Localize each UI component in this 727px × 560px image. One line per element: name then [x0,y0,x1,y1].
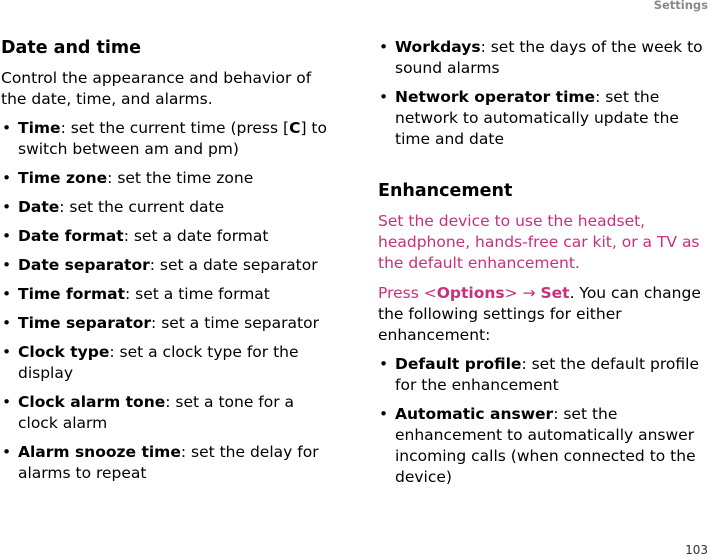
term: Clock alarm tone [18,393,166,411]
key-label: C [289,119,301,137]
term: Automatic answer [395,405,554,423]
date-time-intro: Control the appearance and behavior of the date, time, and alarms. [1,69,312,108]
date-time-settings-list-continued [378,37,708,150]
list-item-time-separator [1,313,331,334]
description: : set a date separator [149,256,318,274]
bullet: • [2,443,12,461]
description: : set a clock type for the display [18,343,299,382]
description: : set the delay for alarms to repeat [18,443,319,482]
date-time-settings-list [1,118,331,484]
list-item-clock-type [1,342,331,384]
bullet: • [2,198,12,216]
bullet: • [379,405,389,423]
enhancement-instruction [378,283,708,346]
description: : set the days of the week to sound alarms [395,38,703,77]
list-item-date-format [1,226,331,247]
list-item-date [1,197,331,218]
description: : set the current date [59,198,225,216]
bullet: • [2,285,12,303]
set-label: Set [540,284,570,302]
term: Time separator [18,314,152,332]
term: Network operator time [395,88,596,106]
set-option [540,284,569,302]
options-softkey [437,284,505,302]
bullet: • [379,88,389,106]
term: Time [18,119,61,137]
bullet: • [2,343,12,361]
term: Clock type [18,343,110,361]
term: Date format [18,227,124,245]
right-column [378,37,708,496]
description: : set a tone for a clock alarm [18,393,295,432]
term: Default profile [395,355,522,373]
list-item-network-operator-time [378,87,708,150]
list-item-alarm-snooze-time [1,442,331,484]
description: : set a time format [125,285,270,303]
section-heading-date-time: Date and time [1,38,142,58]
menu-arrow: > → [504,284,541,302]
list-item-clock-alarm-tone [1,392,331,434]
instruction-rest: . You can change the following settings for either enhancement: [378,284,701,344]
bullet: • [379,38,389,56]
left-column [1,0,331,492]
description: : set the default profile for the enhancement [395,355,699,394]
bullet: • [2,314,12,332]
bullet: • [2,169,12,187]
description: : set the enhancement to automatically answer incoming calls (when connected to the device) [395,405,696,486]
list-item-time-format [1,284,331,305]
term: Time format [18,285,126,303]
bullet: • [379,355,389,373]
list-item-time [1,118,331,160]
bullet: • [2,256,12,274]
press-prefix: Press < [378,284,437,302]
page-number: 103 [685,543,708,557]
description: : set a time separator [151,314,319,332]
term: Alarm snooze time [18,443,181,461]
term: Workdays [395,38,481,56]
list-item-date-separator [1,255,331,276]
list-item-automatic-answer [378,404,708,488]
term: Time zone [18,169,108,187]
enhancement-settings-list [378,354,708,488]
enhancement-intro: Set the device to use the headset, headphone, hands-free car kit, or a TV as the default enhancement. [378,212,700,272]
description: : set the current time (press [ [60,119,290,137]
page-header-title: Settings [653,0,708,12]
section-heading-enhancement: Enhancement [378,181,513,201]
bullet: • [2,393,12,411]
bullet: • [2,119,12,137]
description: : set a date format [123,227,269,245]
list-item-workdays [378,37,708,79]
term: Date separator [18,256,150,274]
list-item-time-zone [1,168,331,189]
list-item-default-profile [378,354,708,396]
bullet: • [2,227,12,245]
term: Date [18,198,60,216]
description: ] to switch between am and pm) [18,119,327,158]
options-label: Options [436,284,505,302]
description: : set the network to automatically update the time and date [395,88,679,148]
description: : set the time zone [107,169,254,187]
